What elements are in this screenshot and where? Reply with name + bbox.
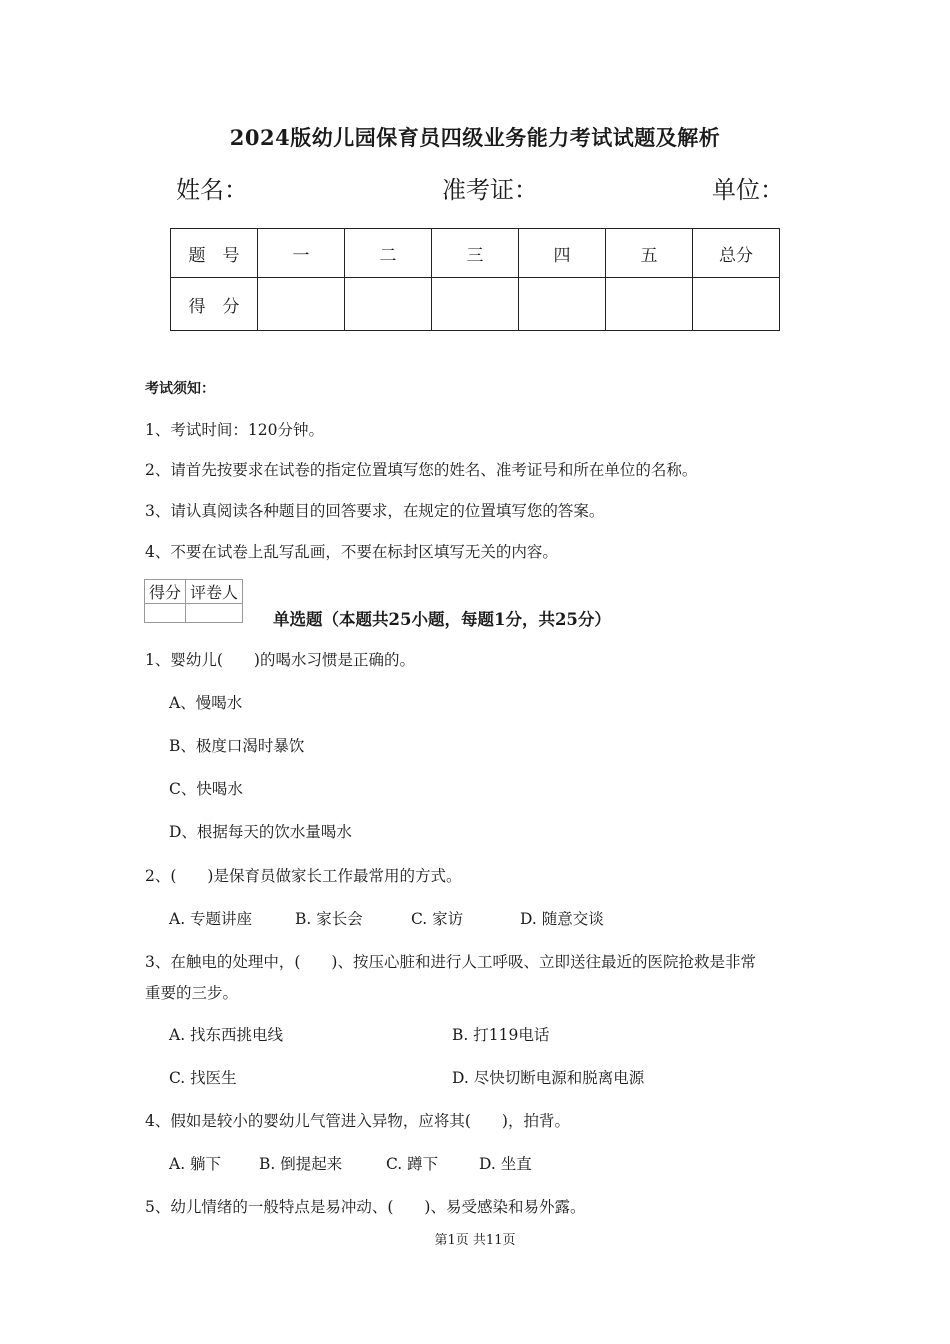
note-item: 3、请认真阅读各种题目的回答要求，在规定的位置填写您的答案。 [145,502,605,520]
grader-name-label: 评卷人 [186,580,243,604]
score-label: 得 分 [171,278,258,331]
score-cell [693,278,780,331]
option: A. 找东西挑电线 [169,1026,284,1044]
question-number-label: 题 号 [171,229,258,278]
notes-heading: 考试须知： [145,381,215,397]
exam-id-field-label: 准考证： [442,176,538,204]
column-header: 四 [519,229,606,278]
option: A. 专题讲座 [169,910,253,928]
note-item: 1、考试时间：120分钟。 [145,421,324,439]
note-item: 4、不要在试卷上乱写乱画，不要在标封区填写无关的内容。 [145,543,558,561]
page-footer: 第1页 共11页 [434,1233,516,1248]
question-stem: 5、幼儿情绪的一般特点是易冲动、( )、易受感染和易外露。 [145,1198,586,1216]
score-cell [432,278,519,331]
score-cell [519,278,606,331]
question-stem: 4、假如是较小的婴幼儿气管进入异物，应将其( )，拍背。 [145,1112,570,1130]
option: B. 打119电话 [452,1026,550,1044]
option: C. 蹲下 [386,1155,439,1173]
question-stem: 1、婴幼儿( )的喝水习惯是正确的。 [145,651,415,669]
option: D. 尽快切断电源和脱离电源 [452,1069,645,1087]
option: D. 坐直 [479,1155,532,1173]
grader-box [144,579,243,623]
option: A、慢喝水 [169,694,243,712]
score-table [170,228,780,331]
question-stem: 3、在触电的处理中，( )、按压心脏和进行人工呼吸、立即送往最近的医院抢救是非常 [145,953,756,971]
column-header: 总分 [693,229,780,278]
option: B. 家长会 [295,910,363,928]
score-table-score-row [171,278,780,331]
option: B. 倒提起来 [259,1155,343,1173]
score-cell [606,278,693,331]
document-title: 2024版幼儿园保育员四级业务能力考试试题及解析 [229,125,721,150]
option: D. 随意交谈 [520,910,604,928]
option: A. 躺下 [169,1155,222,1173]
section-title: 单选题（本题共25小题，每题1分，共25分） [273,610,611,629]
grader-score-label: 得分 [145,580,186,604]
column-header: 三 [432,229,519,278]
question-stem-continued: 重要的三步。 [145,984,239,1002]
grader-score-cell [145,604,186,623]
question-stem: 2、( )是保育员做家长工作最常用的方式。 [145,867,462,885]
column-header: 五 [606,229,693,278]
option: D、根据每天的饮水量喝水 [169,823,352,841]
option: C. 家访 [411,910,464,928]
unit-field-label: 单位： [712,176,784,204]
note-item: 2、请首先按要求在试卷的指定位置填写您的姓名、准考证号和所在单位的名称。 [145,461,698,479]
score-table-header-row [171,229,780,278]
option: B、极度口渴时暴饮 [169,737,305,755]
score-cell [345,278,432,331]
grader-name-cell [186,604,243,623]
column-header: 一 [258,229,345,278]
column-header: 二 [345,229,432,278]
option: C、快喝水 [169,780,243,798]
option: C. 找医生 [169,1069,237,1087]
name-field-label: 姓名： [176,176,248,204]
score-cell [258,278,345,331]
